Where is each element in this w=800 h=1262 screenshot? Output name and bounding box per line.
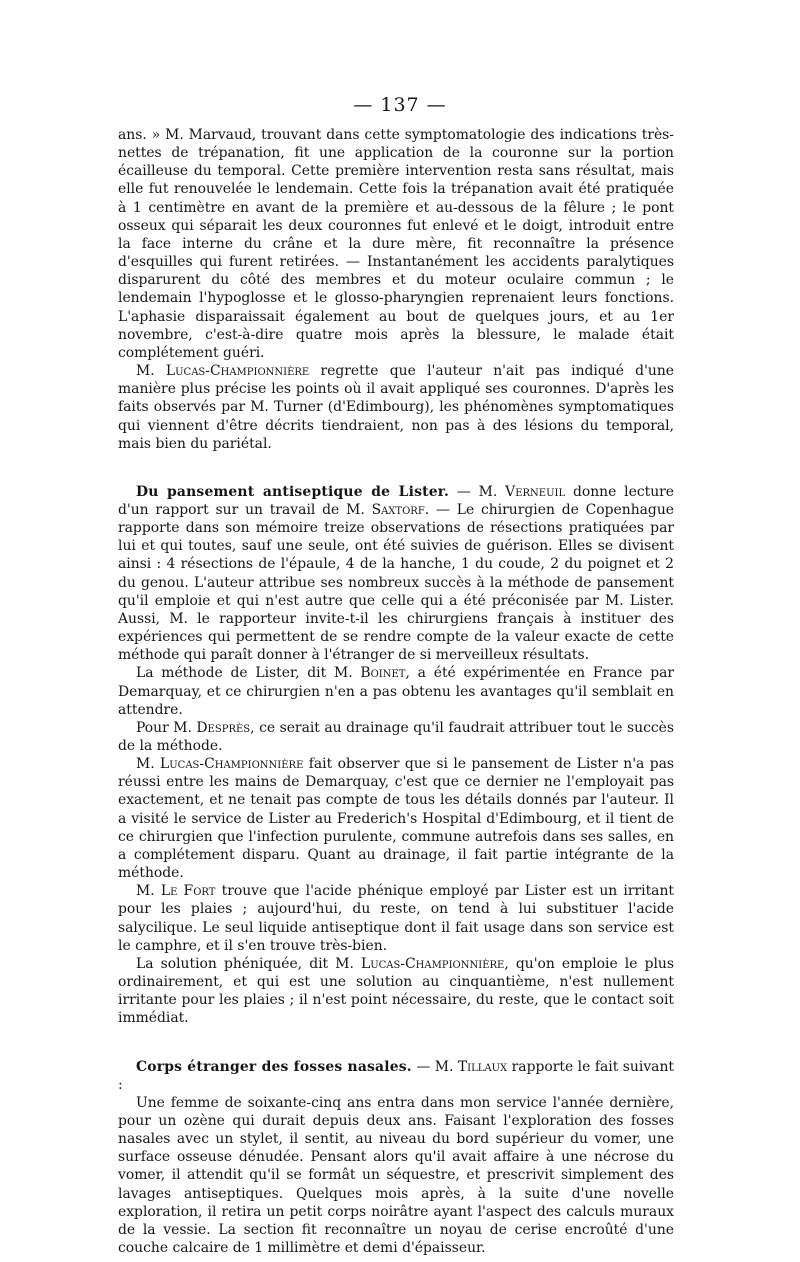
paragraph-text: . — Le chirurgien de Copenhague rapporte dans son mémoire treize observations de résections pratiquées par lui et qui toutes, sauf une seule, ont été suivies de guérison. Elles se divisent ainsi : 4 résections de l'épaule, 4 de la hanche, 1 du coude, 2 du poignet et 2 du genou. L'auteur attribue ses nombreux succès à la méthode de pansement qu'il emploie et qui n'est autre que celle qui a été préconisée par M. Lister. Aussi, M. le rapporteur invite-t-il les chirurgiens français à instituer des expériences qui permettent de se rendre compte de la valeur exacte de cette méthode qui paraît donner à l'étranger de si merveilleux résultats. [118,501,674,664]
paragraph-marvaud: ans. » M. Marvaud, trouvant dans cette symptomatologie des indications très-nettes de trépanation, fit une application de la couronne sur la portion écailleuse du temporal. Cette première intervention resta sans résultat, mais elle fut renouvelée le lendemain. Cette fois la trépanation avait été pratiquée à 1 centimètre en avant de la première et au-dessous de la fêlure ; le pont osseux qui séparait les deux couronnes fut enlevé et le doigt, introduit entre la face interne du crâne et la dure mère, fit reconnaître la présence d'esquilles qui furent retirées. — Instantanément les accidents paralytiques disparurent du côté des membres et du moteur oculaire commun ; le lendemain l'hypoglosse et le glosso-pharyngien reprenaient leurs fonctions. L'aphasie disparaissait également au bout de quelques jours, et au 1er novembre, c'est-à-dire quatre mois après la blessure, le malade était complétement guéri. [118,127,674,361]
paragraph-despres: Pour M. Desprès, ce serait au drainage qu'il faudrait attribuer tout le succès de la méthode. [118,719,674,754]
speaker-name: Verneuil [505,483,566,500]
paragraph-case-report: Une femme de soixante-cinq ans entra dans mon service l'année dernière, pour un ozène qui durait depuis deux ans. Faisant l'exploration des fosses nasales avec un stylet, il sentit, au niveau du bord supérieur du vomer, une surface osseuse dénudée. Pensant alors qu'il avait affaire à une nécrose du vomer, il attendit qu'il se formât un séquestre, et prescrivit simplement des lavages antiseptiques. Quelques mois après, à la suite d'une novelle exploration, il retira un petit corps noirâtre ayant l'aspect des calculs muraux de la vessie. La section fit reconnaître un noyau de cerise encroûté d'une couche calcaire de 1 millimètre et demi d'épaisseur. [118,1094,674,1257]
speaker-name: Tillaux [457,1058,508,1075]
paragraph-lefort: M. Le Fort trouve que l'acide phénique employé par Lister est un irritant pour les plaies ; aujourd'hui, du reste, on tend à lui substituer l'acide salycilique. Le seul liquide antiseptique dont il fait usage dans son service est le camphre, et il s'en trouve très-bien. [118,883,674,954]
paragraph-text: , qu'on emploie le plus ordinairement, et qui est une solution au cinquantième, n'est nullement irritante pour les plaies ; il n'est point nécessaire, du reste, que le contact soit immédiat. [118,955,674,1027]
speaker-name: Lucas-Championnière [160,756,304,773]
section-lister: Du pansement antiseptique de Lister. — M. Verneuil donne lecture d'un rapport sur un travail de M. Saxtorf. — Le chirurgien de Copenhague rapporte dans son mémoire treize observations de résections pratiquées par lui et qui toutes, sauf une seule, ont été suivies de guérison. Elles se divisent ainsi : 4 résections de l'épaule, 4 de la hanche, 1 du coude, 2 du poignet et 2 du genou. L'auteur attribue ses nombreux succès à la méthode de pansement qu'il emploie et qui n'est autre que celle qui a été préconisée par M. Lister. Aussi, M. le rapporteur invite-t-il les chirurgiens français à instituer des expériences qui permettent de se rendre compte de la valeur exacte de cette méthode qui paraît donner à l'étranger de si merveilleux résultats. [118,483,675,664]
section-corps-etranger: Corps étranger des fosses nasales. — M. Tillaux rapporte le fait suivant : [118,1058,674,1093]
paragraph-text: regrette que l'auteur n'ait pas indiqué d'une manière plus précise les points où il avait appliqué ses couronnes. D'après les faits observés par M. Turner (d'Edimbourg), les phénomènes symptomatiques qui viennent d'être décrits tiendraient, non pas à des lésions du temporal, mais bien du pariétal. [118,363,675,452]
article-body [118,126,674,1257]
speaker-name: Le Fort [160,883,216,900]
paragraph-text: rapporte le fait suivant : [118,1058,674,1093]
paragraph-lucas-1 [118,362,674,453]
paragraph-text: trouve que l'acide phénique employé par Lister est un irritant pour les plaies ; aujourd'hui, du reste, on tend à lui substituer l'acide salycilique. Le seul liquide antiseptique dont il fait usage dans son service est le camphre, et il s'en trouve très-bien. [118,883,674,954]
paragraph-boinet: La méthode de Lister, dit M. Boinet, a été expérimentée en France par Demarquay, et ce chirurgien n'en a pas obtenu les avantages qu'il semblait en attendre. [118,665,675,718]
speaker-name: Lucas-Championnière [360,955,505,972]
author-name: Saxtorf [371,501,425,518]
paragraph-lucas-2: M. Lucas-Championnière fait observer que si le pansement de Lister n'a pas réussi entre les mains de Demarquay, c'est que ce dernier ne l'employait pas exactement, et ne tenait pas compte de tous les détails donnés par l'auteur. Il a visité le service de Lister au Frederich's Hospital d'Edimbourg, et il tient de ce chirurgien que l'infection purulente, commune autrefois dans ses salles, en a complétement disparu. Quant au drainage, il fait partie intégrante de la méthode. [118,756,674,882]
section-title: Du pansement antiseptique de Lister. [136,483,450,500]
paragraph-text: fait observer que si le pansement de Lister n'a pas réussi entre les mains de Demarquay, c'est que ce dernier ne l'employait pas exactement, et ne tenait pas compte de tous les détails donnés par l'auteur. Il a visité le service de Lister au Frederich's Hospital d'Edimbourg, et il tient de ce chirurgien que l'infection purulente, commune autrefois dans ses salles, en a complétement disparu. Quant au drainage, il fait partie intégrante de la méthode. [118,756,674,882]
page-number: — 137 — [353,94,447,116]
speaker-name: Boinet [360,665,406,682]
speaker-name: M. Lucas-Championnière [136,363,310,380]
paragraph-text: , ce serait au drainage qu'il faudrait attribuer tout le succès de la méthode. [118,719,674,754]
section-title: Corps étranger des fosses nasales. [136,1058,412,1075]
speaker-name: Desprès [196,719,251,736]
paragraph-lucas-3: La solution phéniquée, dit M. Lucas-Championnière, qu'on emploie le plus ordinairement, et qui est une solution au cinquantième, n'est nullement irritante pour les plaies ; il n'est point nécessaire, du reste, que le contact soit immédiat. [118,955,674,1027]
paragraph-text: , a été expérimentée en France par Demarquay, et ce chirurgien n'en a pas obtenu les avantages qu'il semblait en attendre. [118,665,675,718]
